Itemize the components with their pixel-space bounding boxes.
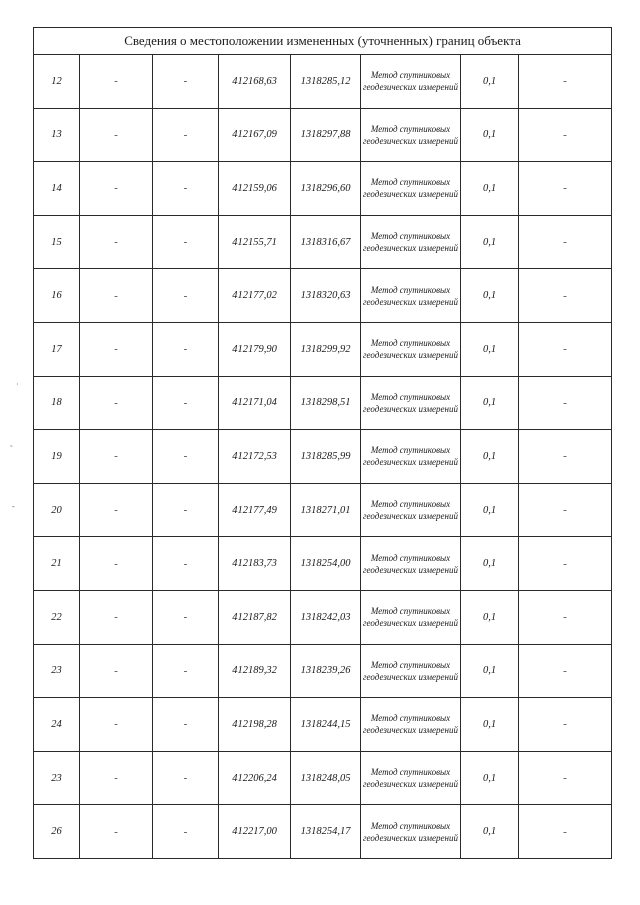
empty-value-cell: - bbox=[519, 430, 612, 484]
y-coordinate-cell: 1318285,12 bbox=[291, 55, 361, 109]
x-coordinate-cell: 412198,28 bbox=[219, 698, 291, 752]
empty-value-cell: - bbox=[153, 162, 219, 216]
x-coordinate-cell: 412187,82 bbox=[219, 590, 291, 644]
y-coordinate-cell: 1318297,88 bbox=[291, 108, 361, 162]
method-cell: Метод спутниковых геодезических измерений bbox=[361, 322, 461, 376]
empty-value-cell: - bbox=[80, 162, 153, 216]
y-coordinate-cell: 1318254,00 bbox=[291, 537, 361, 591]
empty-value-cell: - bbox=[80, 644, 153, 698]
accuracy-cell: 0,1 bbox=[461, 483, 519, 537]
point-number-cell: 20 bbox=[34, 483, 80, 537]
x-coordinate-cell: 412171,04 bbox=[219, 376, 291, 430]
method-cell: Метод спутниковых геодезических измерений bbox=[361, 376, 461, 430]
empty-value-cell: - bbox=[80, 698, 153, 752]
point-number-cell: 14 bbox=[34, 162, 80, 216]
empty-value-cell: - bbox=[519, 483, 612, 537]
table-row bbox=[34, 162, 612, 216]
x-coordinate-cell: 412217,00 bbox=[219, 805, 291, 859]
accuracy-cell: 0,1 bbox=[461, 805, 519, 859]
empty-value-cell: - bbox=[519, 590, 612, 644]
table-title: Сведения о местоположении измененных (уточненных) границ объекта bbox=[34, 28, 612, 55]
empty-value-cell: - bbox=[153, 322, 219, 376]
table-row bbox=[34, 55, 612, 109]
method-cell: Метод спутниковых геодезических измерений bbox=[361, 215, 461, 269]
y-coordinate-cell: 1318239,26 bbox=[291, 644, 361, 698]
point-number-cell: 19 bbox=[34, 430, 80, 484]
empty-value-cell: - bbox=[153, 269, 219, 323]
empty-value-cell: - bbox=[153, 537, 219, 591]
x-coordinate-cell: 412179,90 bbox=[219, 322, 291, 376]
accuracy-cell: 0,1 bbox=[461, 644, 519, 698]
method-cell: Метод спутниковых геодезических измерений bbox=[361, 430, 461, 484]
method-cell: Метод спутниковых геодезических измерений bbox=[361, 55, 461, 109]
accuracy-cell: 0,1 bbox=[461, 108, 519, 162]
accuracy-cell: 0,1 bbox=[461, 322, 519, 376]
accuracy-cell: 0,1 bbox=[461, 751, 519, 805]
empty-value-cell: - bbox=[80, 751, 153, 805]
point-number-cell: 21 bbox=[34, 537, 80, 591]
method-cell: Метод спутниковых геодезических измерений bbox=[361, 108, 461, 162]
accuracy-cell: 0,1 bbox=[461, 215, 519, 269]
x-coordinate-cell: 412167,09 bbox=[219, 108, 291, 162]
empty-value-cell: - bbox=[519, 55, 612, 109]
point-number-cell: 16 bbox=[34, 269, 80, 323]
empty-value-cell: - bbox=[153, 805, 219, 859]
y-coordinate-cell: 1318248,05 bbox=[291, 751, 361, 805]
y-coordinate-cell: 1318316,67 bbox=[291, 215, 361, 269]
empty-value-cell: - bbox=[80, 215, 153, 269]
table-row bbox=[34, 751, 612, 805]
empty-value-cell: - bbox=[80, 108, 153, 162]
empty-value-cell: - bbox=[153, 751, 219, 805]
empty-value-cell: - bbox=[519, 269, 612, 323]
y-coordinate-cell: 1318271,01 bbox=[291, 483, 361, 537]
accuracy-cell: 0,1 bbox=[461, 55, 519, 109]
y-coordinate-cell: 1318296,60 bbox=[291, 162, 361, 216]
empty-value-cell: - bbox=[153, 644, 219, 698]
y-coordinate-cell: 1318298,51 bbox=[291, 376, 361, 430]
x-coordinate-cell: 412177,49 bbox=[219, 483, 291, 537]
empty-value-cell: - bbox=[153, 483, 219, 537]
x-coordinate-cell: 412172,53 bbox=[219, 430, 291, 484]
method-cell: Метод спутниковых геодезических измерений bbox=[361, 269, 461, 323]
table-row bbox=[34, 590, 612, 644]
empty-value-cell: - bbox=[80, 590, 153, 644]
margin-mark: - bbox=[12, 502, 15, 511]
point-number-cell: 13 bbox=[34, 108, 80, 162]
point-number-cell: 15 bbox=[34, 215, 80, 269]
empty-value-cell: - bbox=[519, 376, 612, 430]
empty-value-cell: - bbox=[519, 215, 612, 269]
empty-value-cell: - bbox=[519, 805, 612, 859]
y-coordinate-cell: 1318254,17 bbox=[291, 805, 361, 859]
empty-value-cell: - bbox=[153, 430, 219, 484]
accuracy-cell: 0,1 bbox=[461, 537, 519, 591]
x-coordinate-cell: 412168,63 bbox=[219, 55, 291, 109]
point-number-cell: 23 bbox=[34, 644, 80, 698]
point-number-cell: 18 bbox=[34, 376, 80, 430]
y-coordinate-cell: 1318242,03 bbox=[291, 590, 361, 644]
point-number-cell: 17 bbox=[34, 322, 80, 376]
table-row bbox=[34, 322, 612, 376]
empty-value-cell: - bbox=[153, 215, 219, 269]
empty-value-cell: - bbox=[519, 698, 612, 752]
table-row bbox=[34, 483, 612, 537]
point-number-cell: 12 bbox=[34, 55, 80, 109]
method-cell: Метод спутниковых геодезических измерений bbox=[361, 537, 461, 591]
empty-value-cell: - bbox=[80, 483, 153, 537]
x-coordinate-cell: 412206,24 bbox=[219, 751, 291, 805]
empty-value-cell: - bbox=[80, 805, 153, 859]
point-number-cell: 24 bbox=[34, 698, 80, 752]
x-coordinate-cell: 412189,32 bbox=[219, 644, 291, 698]
y-coordinate-cell: 1318285,99 bbox=[291, 430, 361, 484]
table-header-row bbox=[34, 28, 612, 55]
point-number-cell: 23 bbox=[34, 751, 80, 805]
point-number-cell: 22 bbox=[34, 590, 80, 644]
empty-value-cell: - bbox=[80, 269, 153, 323]
empty-value-cell: - bbox=[153, 376, 219, 430]
method-cell: Метод спутниковых геодезических измерений bbox=[361, 751, 461, 805]
method-cell: Метод спутниковых геодезических измерений bbox=[361, 805, 461, 859]
empty-value-cell: - bbox=[153, 698, 219, 752]
empty-value-cell: - bbox=[153, 590, 219, 644]
empty-value-cell: - bbox=[519, 751, 612, 805]
empty-value-cell: - bbox=[519, 322, 612, 376]
table-row bbox=[34, 269, 612, 323]
empty-value-cell: - bbox=[519, 162, 612, 216]
y-coordinate-cell: 1318320,63 bbox=[291, 269, 361, 323]
empty-value-cell: - bbox=[519, 644, 612, 698]
empty-value-cell: - bbox=[80, 430, 153, 484]
accuracy-cell: 0,1 bbox=[461, 590, 519, 644]
table-row bbox=[34, 430, 612, 484]
method-cell: Метод спутниковых геодезических измерений bbox=[361, 644, 461, 698]
boundary-table bbox=[33, 27, 612, 859]
table-row bbox=[34, 376, 612, 430]
accuracy-cell: 0,1 bbox=[461, 698, 519, 752]
margin-mark: · bbox=[16, 380, 19, 389]
x-coordinate-cell: 412183,73 bbox=[219, 537, 291, 591]
table-row bbox=[34, 108, 612, 162]
empty-value-cell: - bbox=[80, 55, 153, 109]
table-row bbox=[34, 537, 612, 591]
method-cell: Метод спутниковых геодезических измерений bbox=[361, 483, 461, 537]
table-row bbox=[34, 805, 612, 859]
accuracy-cell: 0,1 bbox=[461, 430, 519, 484]
y-coordinate-cell: 1318244,15 bbox=[291, 698, 361, 752]
empty-value-cell: - bbox=[80, 322, 153, 376]
y-coordinate-cell: 1318299,92 bbox=[291, 322, 361, 376]
point-number-cell: 26 bbox=[34, 805, 80, 859]
method-cell: Метод спутниковых геодезических измерений bbox=[361, 698, 461, 752]
x-coordinate-cell: 412155,71 bbox=[219, 215, 291, 269]
accuracy-cell: 0,1 bbox=[461, 269, 519, 323]
method-cell: Метод спутниковых геодезических измерений bbox=[361, 590, 461, 644]
table-row bbox=[34, 215, 612, 269]
empty-value-cell: - bbox=[80, 537, 153, 591]
empty-value-cell: - bbox=[80, 376, 153, 430]
table-row bbox=[34, 644, 612, 698]
method-cell: Метод спутниковых геодезических измерений bbox=[361, 162, 461, 216]
table-row bbox=[34, 698, 612, 752]
empty-value-cell: - bbox=[153, 55, 219, 109]
accuracy-cell: 0,1 bbox=[461, 162, 519, 216]
x-coordinate-cell: 412177,02 bbox=[219, 269, 291, 323]
x-coordinate-cell: 412159,06 bbox=[219, 162, 291, 216]
empty-value-cell: - bbox=[519, 108, 612, 162]
empty-value-cell: - bbox=[519, 537, 612, 591]
margin-mark: ˜ bbox=[10, 444, 13, 453]
empty-value-cell: - bbox=[153, 108, 219, 162]
accuracy-cell: 0,1 bbox=[461, 376, 519, 430]
